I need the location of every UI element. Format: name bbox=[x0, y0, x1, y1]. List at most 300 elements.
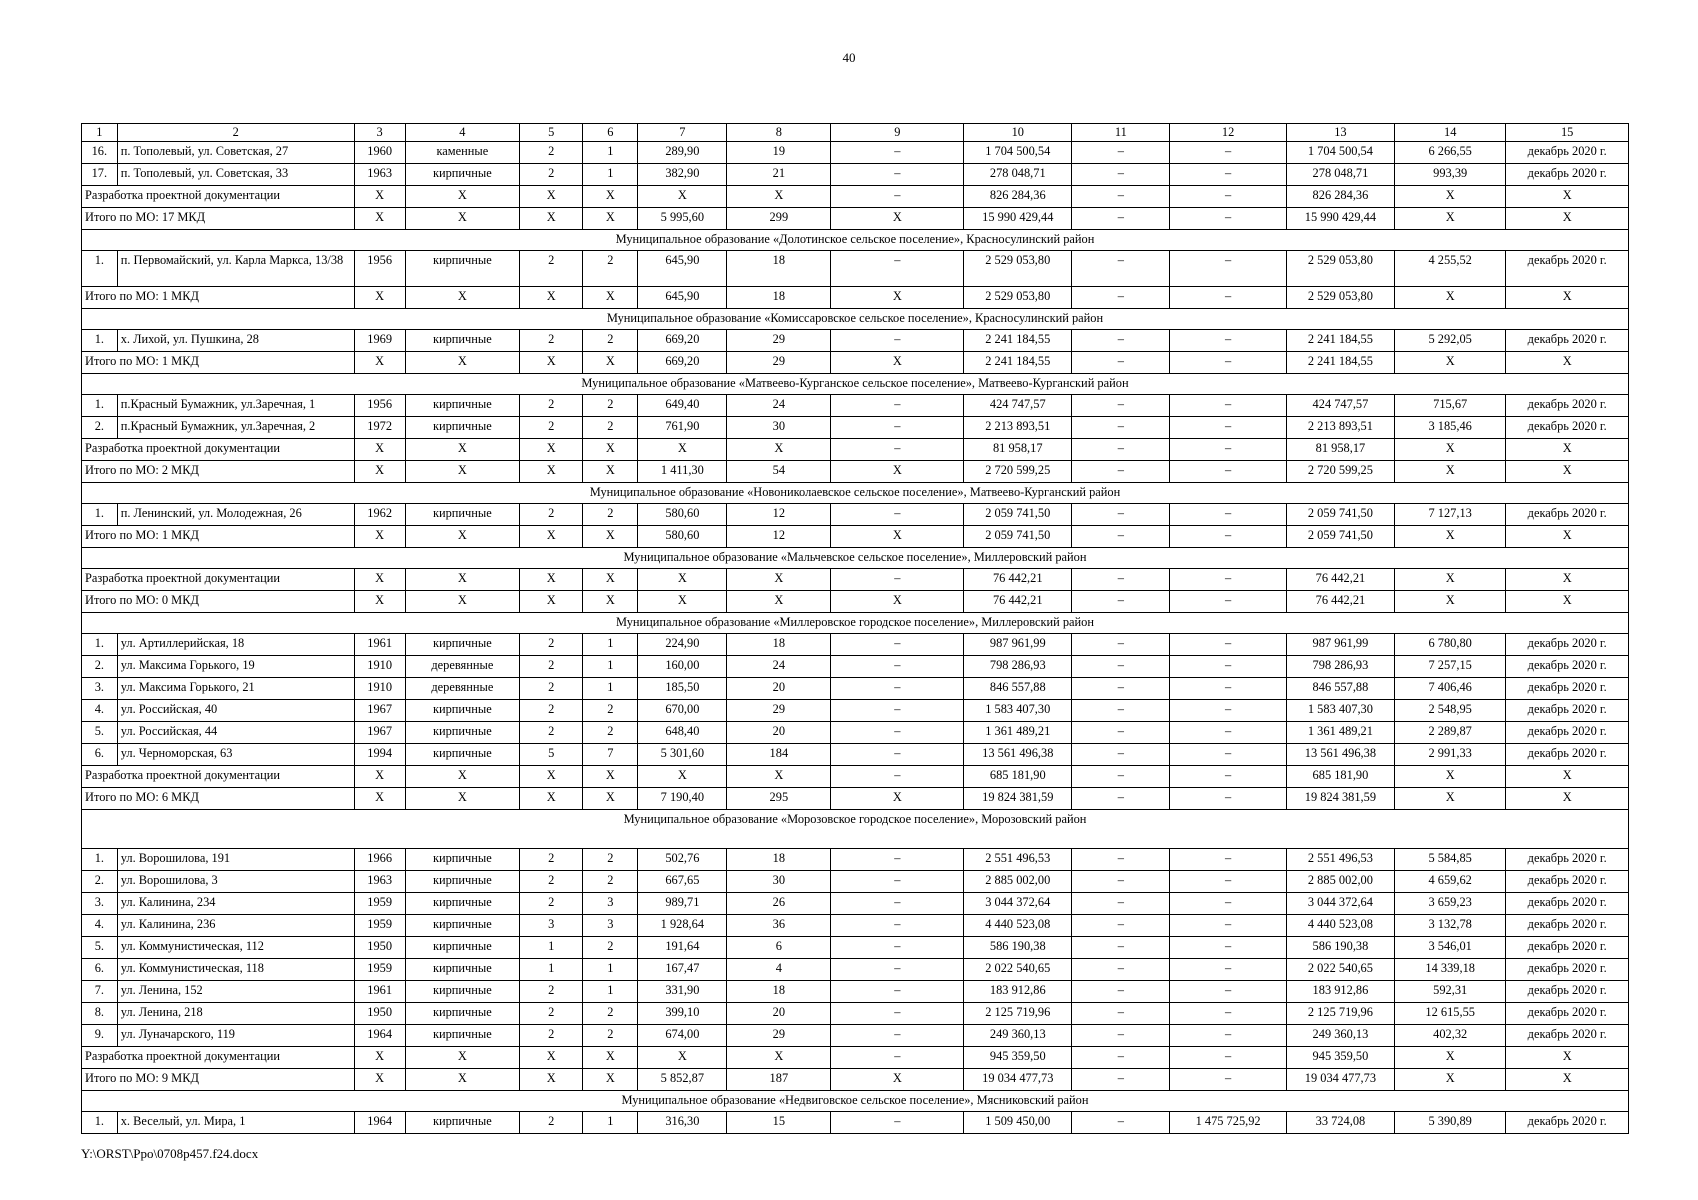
summary-row bbox=[82, 766, 1629, 788]
section-heading-row bbox=[82, 230, 1629, 251]
address-cell: п. Тополевый, ул. Советская, 27 bbox=[117, 142, 354, 164]
table-cell: 3 546,01 bbox=[1395, 937, 1506, 959]
table-cell: 424 747,57 bbox=[964, 395, 1072, 417]
section-heading: Муниципальное образование «Мальчевское сельское поселение», Миллеровский район bbox=[82, 548, 1629, 569]
table-cell: кирпичные bbox=[405, 959, 519, 981]
table-cell: X bbox=[354, 591, 405, 613]
header-cell: 1 bbox=[82, 124, 118, 142]
table-cell: 2 bbox=[520, 395, 583, 417]
table-cell: X bbox=[1506, 766, 1629, 788]
table-cell: 3 bbox=[520, 915, 583, 937]
table-cell: декабрь 2020 г. bbox=[1506, 678, 1629, 700]
table-row bbox=[82, 395, 1629, 417]
table-cell: декабрь 2020 г. bbox=[1506, 1112, 1629, 1134]
summary-row bbox=[82, 208, 1629, 230]
address-cell: ул. Ворошилова, 191 bbox=[117, 849, 354, 871]
table-cell: X bbox=[1506, 287, 1629, 309]
table-cell: X bbox=[638, 186, 727, 208]
address-cell: п. Ленинский, ул. Молодежная, 26 bbox=[117, 504, 354, 526]
table-cell: 2 bbox=[583, 937, 638, 959]
table-cell: – bbox=[1072, 461, 1170, 483]
table-cell: – bbox=[1170, 981, 1286, 1003]
table-cell: 2 529 053,80 bbox=[964, 251, 1072, 287]
table-cell: – bbox=[1170, 871, 1286, 893]
table-cell: X bbox=[1506, 1069, 1629, 1091]
table-cell: – bbox=[831, 744, 964, 766]
table-cell: 19 824 381,59 bbox=[964, 788, 1072, 810]
table-row bbox=[82, 959, 1629, 981]
table-cell: – bbox=[831, 634, 964, 656]
table-cell: 1 361 489,21 bbox=[964, 722, 1072, 744]
table-cell: X bbox=[405, 186, 519, 208]
table-cell: – bbox=[1170, 700, 1286, 722]
table-cell: 7 127,13 bbox=[1395, 504, 1506, 526]
table-cell: – bbox=[831, 1003, 964, 1025]
table-cell: X bbox=[583, 569, 638, 591]
address-cell: ул. Максима Горького, 21 bbox=[117, 678, 354, 700]
table-cell: 184 bbox=[727, 744, 831, 766]
table-cell: кирпичные bbox=[405, 981, 519, 1003]
table-cell: – bbox=[831, 395, 964, 417]
table-cell: декабрь 2020 г. bbox=[1506, 164, 1629, 186]
row-number-cell: 1. bbox=[82, 1112, 118, 1134]
table-cell: X bbox=[727, 766, 831, 788]
table-cell: – bbox=[1170, 439, 1286, 461]
table-header-row bbox=[82, 124, 1629, 142]
table-cell: кирпичные bbox=[405, 744, 519, 766]
table-cell: X bbox=[727, 569, 831, 591]
summary-label: Итого по МО: 17 МКД bbox=[82, 208, 355, 230]
table-cell: 1 bbox=[583, 959, 638, 981]
table-cell: 19 034 477,73 bbox=[964, 1069, 1072, 1091]
table-row bbox=[82, 164, 1629, 186]
table-cell: – bbox=[1170, 142, 1286, 164]
table-cell: – bbox=[831, 678, 964, 700]
address-cell: ул. Ленина, 218 bbox=[117, 1003, 354, 1025]
table-cell: 826 284,36 bbox=[964, 186, 1072, 208]
row-number-cell: 2. bbox=[82, 656, 118, 678]
table-cell: X bbox=[1506, 461, 1629, 483]
table-cell: 1 411,30 bbox=[638, 461, 727, 483]
table-cell: X bbox=[520, 569, 583, 591]
address-cell: п. Первомайский, ул. Карла Маркса, 13/38 bbox=[117, 251, 354, 287]
table-cell: X bbox=[1506, 186, 1629, 208]
table-cell: X bbox=[354, 186, 405, 208]
table-cell: 2 548,95 bbox=[1395, 700, 1506, 722]
table-cell: 54 bbox=[727, 461, 831, 483]
table-cell: – bbox=[831, 1112, 964, 1134]
table-cell: – bbox=[831, 439, 964, 461]
table-cell: декабрь 2020 г. bbox=[1506, 417, 1629, 439]
table-cell: X bbox=[354, 569, 405, 591]
section-heading: Муниципальное образование «Комиссаровское сельское поселение», Красносулинский район bbox=[82, 309, 1629, 330]
row-number-cell: 16. bbox=[82, 142, 118, 164]
table-cell: – bbox=[831, 656, 964, 678]
table-row bbox=[82, 937, 1629, 959]
table-cell: – bbox=[831, 871, 964, 893]
table-row bbox=[82, 1003, 1629, 1025]
table-cell: 30 bbox=[727, 417, 831, 439]
table-cell: – bbox=[1170, 461, 1286, 483]
table-cell: 15 bbox=[727, 1112, 831, 1134]
table-cell: кирпичные bbox=[405, 1003, 519, 1025]
table-cell: 3 044 372,64 bbox=[964, 893, 1072, 915]
table-cell: – bbox=[1072, 352, 1170, 374]
table-cell: X bbox=[583, 352, 638, 374]
table-cell: 2 bbox=[520, 1025, 583, 1047]
summary-row bbox=[82, 526, 1629, 548]
table-cell: 2 059 741,50 bbox=[1286, 504, 1394, 526]
table-cell: X bbox=[1395, 352, 1506, 374]
table-cell: 2 bbox=[520, 417, 583, 439]
table-cell: 4 255,52 bbox=[1395, 251, 1506, 287]
table-cell: 1950 bbox=[354, 1003, 405, 1025]
table-cell: 224,90 bbox=[638, 634, 727, 656]
table-cell: декабрь 2020 г. bbox=[1506, 849, 1629, 871]
table-cell: 18 bbox=[727, 849, 831, 871]
table-cell: 3 659,23 bbox=[1395, 893, 1506, 915]
table-cell: декабрь 2020 г. bbox=[1506, 395, 1629, 417]
table-row bbox=[82, 656, 1629, 678]
table-cell: – bbox=[1170, 656, 1286, 678]
table-cell: 586 190,38 bbox=[964, 937, 1072, 959]
table-cell: – bbox=[1170, 766, 1286, 788]
table-cell: – bbox=[1170, 1047, 1286, 1069]
table-cell: – bbox=[831, 504, 964, 526]
table-cell: – bbox=[1072, 1003, 1170, 1025]
address-cell: ул. Ворошилова, 3 bbox=[117, 871, 354, 893]
table-cell: 2 213 893,51 bbox=[964, 417, 1072, 439]
table-cell: 1969 bbox=[354, 330, 405, 352]
table-cell: – bbox=[1072, 526, 1170, 548]
table-cell: 1 bbox=[583, 164, 638, 186]
table-cell: 674,00 bbox=[638, 1025, 727, 1047]
table-cell: 3 132,78 bbox=[1395, 915, 1506, 937]
row-number-cell: 1. bbox=[82, 634, 118, 656]
table-cell: кирпичные bbox=[405, 700, 519, 722]
table-cell: 2 bbox=[583, 417, 638, 439]
table-cell: – bbox=[1170, 788, 1286, 810]
table-cell: 1956 bbox=[354, 395, 405, 417]
table-cell: 1 704 500,54 bbox=[1286, 142, 1394, 164]
table-cell: декабрь 2020 г. bbox=[1506, 251, 1629, 287]
table-cell: – bbox=[1072, 251, 1170, 287]
table-row bbox=[82, 678, 1629, 700]
table-cell: X bbox=[520, 439, 583, 461]
table-cell: X bbox=[583, 287, 638, 309]
table-cell: 4 440 523,08 bbox=[1286, 915, 1394, 937]
table-cell: – bbox=[1072, 142, 1170, 164]
table-cell: 1910 bbox=[354, 656, 405, 678]
table-cell: X bbox=[831, 208, 964, 230]
table-cell: 2 241 184,55 bbox=[964, 352, 1072, 374]
header-cell: 13 bbox=[1286, 124, 1394, 142]
table-cell: – bbox=[831, 959, 964, 981]
table-cell: 76 442,21 bbox=[1286, 569, 1394, 591]
table-cell: – bbox=[1170, 395, 1286, 417]
table-cell: 2 bbox=[520, 164, 583, 186]
table-cell: 2 bbox=[520, 1112, 583, 1134]
table-row bbox=[82, 722, 1629, 744]
table-cell: – bbox=[831, 569, 964, 591]
table-cell: X bbox=[583, 766, 638, 788]
table-cell: X bbox=[1395, 287, 1506, 309]
table-cell: X bbox=[405, 766, 519, 788]
header-cell: 6 bbox=[583, 124, 638, 142]
summary-row bbox=[82, 287, 1629, 309]
table-cell: 669,20 bbox=[638, 330, 727, 352]
table-cell: – bbox=[831, 186, 964, 208]
table-cell: – bbox=[1170, 678, 1286, 700]
table-cell: X bbox=[1395, 1069, 1506, 1091]
table-cell: 2 bbox=[583, 849, 638, 871]
header-cell: 9 bbox=[831, 124, 964, 142]
table-cell: 295 bbox=[727, 788, 831, 810]
table-cell: X bbox=[354, 766, 405, 788]
section-heading: Муниципальное образование «Новониколаевское сельское поселение», Матвеево-Курганский район bbox=[82, 483, 1629, 504]
row-number-cell: 5. bbox=[82, 937, 118, 959]
table-cell: 2 bbox=[583, 504, 638, 526]
table-cell: 761,90 bbox=[638, 417, 727, 439]
table-cell: X bbox=[583, 1069, 638, 1091]
summary-label: Итого по МО: 1 МКД bbox=[82, 526, 355, 548]
table-cell: 1950 bbox=[354, 937, 405, 959]
address-cell: ул. Калинина, 236 bbox=[117, 915, 354, 937]
section-heading-row bbox=[82, 483, 1629, 504]
table-cell: 592,31 bbox=[1395, 981, 1506, 1003]
table-row bbox=[82, 1112, 1629, 1134]
table-cell: X bbox=[405, 439, 519, 461]
table-cell: 7 190,40 bbox=[638, 788, 727, 810]
table-cell: X bbox=[520, 526, 583, 548]
table-cell: 2 bbox=[520, 330, 583, 352]
table-cell: 2 bbox=[520, 722, 583, 744]
row-number-cell: 1. bbox=[82, 504, 118, 526]
table-cell: декабрь 2020 г. bbox=[1506, 744, 1629, 766]
section-heading-row bbox=[82, 374, 1629, 395]
summary-row bbox=[82, 186, 1629, 208]
summary-label: Итого по МО: 6 МКД bbox=[82, 788, 355, 810]
table-cell: – bbox=[1170, 526, 1286, 548]
table-cell: X bbox=[1506, 591, 1629, 613]
table-cell: деревянные bbox=[405, 678, 519, 700]
table-cell: кирпичные bbox=[405, 871, 519, 893]
table-cell: X bbox=[583, 526, 638, 548]
header-cell: 7 bbox=[638, 124, 727, 142]
table-cell: 2 059 741,50 bbox=[964, 504, 1072, 526]
table-cell: X bbox=[831, 287, 964, 309]
table-cell: 2 289,87 bbox=[1395, 722, 1506, 744]
table-cell: 798 286,93 bbox=[1286, 656, 1394, 678]
table-cell: X bbox=[583, 186, 638, 208]
table-cell: – bbox=[1072, 849, 1170, 871]
table-cell: 2 bbox=[583, 700, 638, 722]
table-cell: 76 442,21 bbox=[964, 591, 1072, 613]
table-cell: X bbox=[727, 186, 831, 208]
table-cell: X bbox=[727, 1047, 831, 1069]
table-cell: кирпичные bbox=[405, 1025, 519, 1047]
table-cell: 29 bbox=[727, 352, 831, 374]
table-cell: – bbox=[1170, 186, 1286, 208]
section-heading-row bbox=[82, 548, 1629, 569]
table-cell: – bbox=[831, 164, 964, 186]
table-cell: 5 852,87 bbox=[638, 1069, 727, 1091]
table-cell: 645,90 bbox=[638, 287, 727, 309]
table-cell: X bbox=[1506, 788, 1629, 810]
table-cell: 76 442,21 bbox=[1286, 591, 1394, 613]
header-cell: 4 bbox=[405, 124, 519, 142]
table-cell: 7 406,46 bbox=[1395, 678, 1506, 700]
table-cell: 30 bbox=[727, 871, 831, 893]
table-cell: X bbox=[831, 591, 964, 613]
table-cell: – bbox=[1072, 591, 1170, 613]
table-cell: 7 bbox=[583, 744, 638, 766]
header-cell: 12 bbox=[1170, 124, 1286, 142]
row-number-cell: 2. bbox=[82, 417, 118, 439]
table-cell: – bbox=[1072, 439, 1170, 461]
table-cell: 18 bbox=[727, 981, 831, 1003]
table-cell: 4 bbox=[727, 959, 831, 981]
header-cell: 15 bbox=[1506, 124, 1629, 142]
table-cell: 670,00 bbox=[638, 700, 727, 722]
table-cell: X bbox=[1506, 352, 1629, 374]
table-cell: 2 bbox=[520, 251, 583, 287]
table-cell: 424 747,57 bbox=[1286, 395, 1394, 417]
table-cell: – bbox=[1170, 849, 1286, 871]
table-cell: 1967 bbox=[354, 722, 405, 744]
table-cell: 19 bbox=[727, 142, 831, 164]
table-cell: 2 241 184,55 bbox=[964, 330, 1072, 352]
table-cell: – bbox=[1072, 893, 1170, 915]
table-cell: 19 034 477,73 bbox=[1286, 1069, 1394, 1091]
table-cell: 1959 bbox=[354, 915, 405, 937]
address-cell: ул. Калинина, 234 bbox=[117, 893, 354, 915]
table-cell: 2 bbox=[520, 142, 583, 164]
table-cell: 1 583 407,30 bbox=[1286, 700, 1394, 722]
table-cell: X bbox=[405, 461, 519, 483]
address-cell: п.Красный Бумажник, ул.Заречная, 2 bbox=[117, 417, 354, 439]
address-cell: ул. Коммунистическая, 118 bbox=[117, 959, 354, 981]
table-cell: – bbox=[831, 849, 964, 871]
table-cell: 2 bbox=[520, 849, 583, 871]
table-cell: 12 bbox=[727, 526, 831, 548]
table-cell: 685 181,90 bbox=[1286, 766, 1394, 788]
table-cell: – bbox=[831, 1047, 964, 1069]
table-cell: каменные bbox=[405, 142, 519, 164]
table-cell: кирпичные bbox=[405, 849, 519, 871]
table-cell: 580,60 bbox=[638, 504, 727, 526]
table-cell: 26 bbox=[727, 893, 831, 915]
table-cell: 331,90 bbox=[638, 981, 727, 1003]
table-cell: 33 724,08 bbox=[1286, 1112, 1394, 1134]
table-cell: – bbox=[831, 937, 964, 959]
table-cell: X bbox=[1395, 186, 1506, 208]
table-cell: X bbox=[520, 591, 583, 613]
table-cell: X bbox=[583, 208, 638, 230]
table-cell: – bbox=[1170, 915, 1286, 937]
table-cell: X bbox=[520, 1069, 583, 1091]
header-cell: 8 bbox=[727, 124, 831, 142]
summary-label: Итого по МО: 2 МКД bbox=[82, 461, 355, 483]
table-cell: 1910 bbox=[354, 678, 405, 700]
table-cell: – bbox=[1072, 744, 1170, 766]
table-cell: 1 bbox=[583, 656, 638, 678]
table-cell: – bbox=[1170, 287, 1286, 309]
row-number-cell: 4. bbox=[82, 915, 118, 937]
table-row bbox=[82, 893, 1629, 915]
row-number-cell: 2. bbox=[82, 871, 118, 893]
table-cell: X bbox=[831, 788, 964, 810]
table-cell: X bbox=[405, 591, 519, 613]
table-cell: 20 bbox=[727, 1003, 831, 1025]
address-cell: п. Тополевый, ул. Советская, 33 bbox=[117, 164, 354, 186]
table-cell: 2 bbox=[583, 1025, 638, 1047]
table-cell: 2 241 184,55 bbox=[1286, 330, 1394, 352]
row-number-cell: 9. bbox=[82, 1025, 118, 1047]
table-cell: – bbox=[1170, 893, 1286, 915]
table-cell: кирпичные bbox=[405, 330, 519, 352]
table-cell: – bbox=[831, 330, 964, 352]
table-cell: кирпичные bbox=[405, 251, 519, 287]
table-cell: 249 360,13 bbox=[964, 1025, 1072, 1047]
section-heading-row bbox=[82, 309, 1629, 330]
table-cell: 81 958,17 bbox=[964, 439, 1072, 461]
table-cell: 3 185,46 bbox=[1395, 417, 1506, 439]
table-cell: 167,47 bbox=[638, 959, 727, 981]
table-cell: – bbox=[831, 915, 964, 937]
row-number-cell: 6. bbox=[82, 959, 118, 981]
table-cell: 1 583 407,30 bbox=[964, 700, 1072, 722]
table-cell: 36 bbox=[727, 915, 831, 937]
table-cell: 12 615,55 bbox=[1395, 1003, 1506, 1025]
table-cell: 715,67 bbox=[1395, 395, 1506, 417]
table-cell: 1960 bbox=[354, 142, 405, 164]
table-cell: – bbox=[1072, 1025, 1170, 1047]
table-cell: 13 561 496,38 bbox=[964, 744, 1072, 766]
table-cell: X bbox=[520, 461, 583, 483]
table-cell: X bbox=[354, 352, 405, 374]
table-cell: 24 bbox=[727, 395, 831, 417]
table-cell: – bbox=[1072, 915, 1170, 937]
table-cell: X bbox=[583, 788, 638, 810]
table-cell: 15 990 429,44 bbox=[964, 208, 1072, 230]
table-cell: X bbox=[405, 352, 519, 374]
table-cell: – bbox=[1072, 871, 1170, 893]
table-cell: 20 bbox=[727, 722, 831, 744]
table-row bbox=[82, 330, 1629, 352]
table-cell: X bbox=[831, 526, 964, 548]
section-heading: Муниципальное образование «Долотинское сельское поселение», Красносулинский район bbox=[82, 230, 1629, 251]
table-cell: 3 044 372,64 bbox=[1286, 893, 1394, 915]
table-cell: 2 059 741,50 bbox=[964, 526, 1072, 548]
table-cell: декабрь 2020 г. bbox=[1506, 915, 1629, 937]
table-cell: 21 bbox=[727, 164, 831, 186]
summary-row bbox=[82, 439, 1629, 461]
table-cell: 1 928,64 bbox=[638, 915, 727, 937]
table-cell: – bbox=[831, 893, 964, 915]
address-cell: ул. Ленина, 152 bbox=[117, 981, 354, 1003]
table-cell: – bbox=[1170, 722, 1286, 744]
table-cell: 187 bbox=[727, 1069, 831, 1091]
table-cell: 2 bbox=[520, 504, 583, 526]
address-cell: х. Веселый, ул. Мира, 1 bbox=[117, 1112, 354, 1134]
table-cell: X bbox=[1395, 461, 1506, 483]
table-cell: 1 bbox=[520, 937, 583, 959]
address-cell: х. Лихой, ул. Пушкина, 28 bbox=[117, 330, 354, 352]
summary-label: Итого по МО: 9 МКД bbox=[82, 1069, 355, 1091]
table-cell: – bbox=[1170, 1069, 1286, 1091]
table-row bbox=[82, 871, 1629, 893]
